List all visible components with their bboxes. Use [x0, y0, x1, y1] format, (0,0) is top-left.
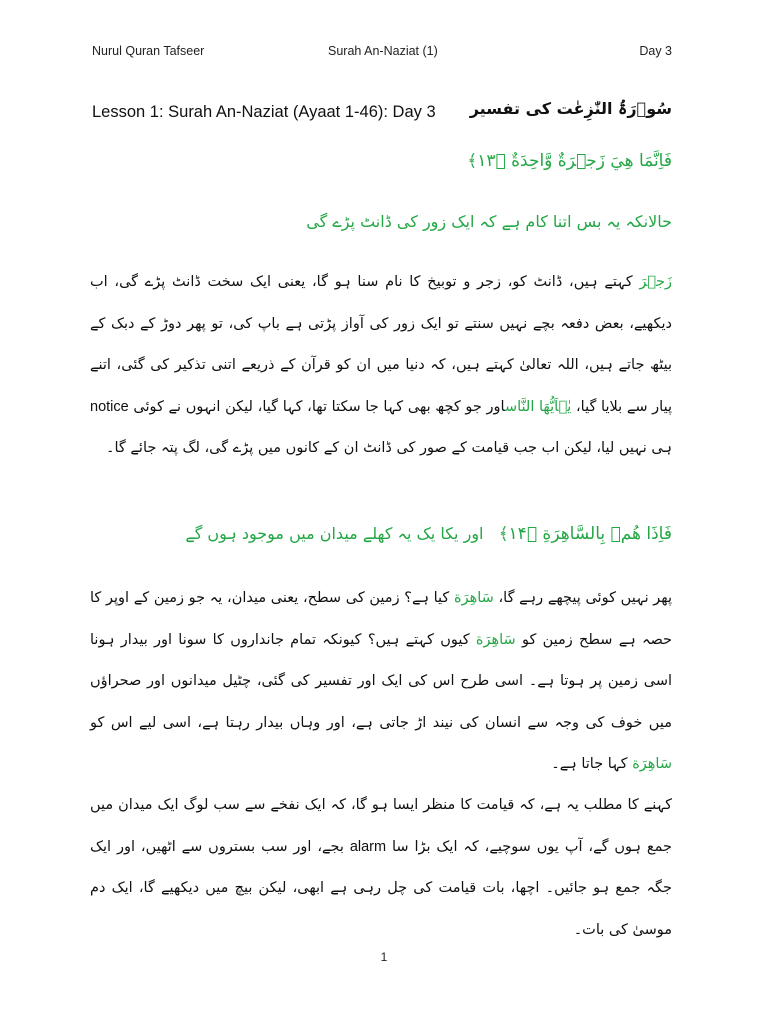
paragraph-2-text-b: کیا ہے؟ زمین کی سطح، یعنی میدان، یہ جو زمین کے اوپر کا حصہ ہے سطح زمین کو	[90, 590, 672, 648]
ayah-13-translation: حالانکہ یہ بس اتنا کام ہے کہ ایک زور کی ڈانٹ پڑے گی	[306, 212, 672, 231]
lesson-title: Lesson 1: Surah An-Naziat (Ayaat 1-46): Day 3	[92, 103, 436, 121]
urdu-title-suffix: کی تفسیر	[469, 99, 557, 118]
ayah-13-arabic: فَاِنَّمَا هِيَ زَجۡرَةٌ وَّاحِدَةٌ ﴿۱۳﴾	[467, 151, 672, 171]
term-zajr: زَجۡرَ	[639, 274, 672, 290]
term-sahira-3: سَاهِرَة	[632, 756, 672, 772]
term-ya-ayyuhan-nas: یٰۤاَیُّهَا النَّاس	[504, 398, 572, 415]
ayah-14-translation: اور یکا یک یہ کھلے میدان میں موجود ہوں گے	[185, 524, 484, 543]
header-left: Nurul Quran Tafseer	[92, 44, 205, 58]
english-word-notice: notice	[90, 398, 129, 415]
paragraph-2	[90, 578, 672, 786]
paragraph-1-text-b: اور جو کچھ بھی کہا جا سکتا تھا، کہا گیا، لیکن انہوں نے کوئی	[128, 398, 505, 415]
header-right: Day 3	[639, 44, 672, 58]
page-number: 1	[380, 950, 388, 964]
english-word-alarm: alarm	[349, 838, 387, 855]
paragraph-1-text-c: ہی نہیں لیا، لیکن اب جب قیامت کے صور کی ڈانٹ ان کے کانوں میں پڑے گی، لگ پتہ جائے گا۔	[106, 440, 672, 456]
paragraph-3-text-a: کہنے کا مطلب یہ ہے، کہ قیامت کا منظر ایسا ہو گا، کہ ایک نفخے سے سب لوگ ایک میدان میں جمع ہوں گے، آپ یوں سوچیے، کہ ایک بڑا سا	[90, 797, 672, 855]
term-sahira-2: سَاهِرَة	[475, 631, 516, 648]
paragraph-3	[90, 785, 672, 951]
paragraph-2-text-a: پھر نہیں کوئی پیچھے رہے گا،	[493, 590, 672, 606]
paragraph-2-text-c: کیوں کہتے ہیں؟ کیونکہ تمام جانداروں کا سونا اور بیدار ہونا اسی زمین پر ہوتا ہے۔ اسی طرح اس کی ایک اور تفسیر کی گئی، چٹیل میدانوں اور صحراؤں میں خوف کی وجہ سے انسان کی نیند اڑ جاتی ہے، اور وہاں بیدار رہتا ہے، اسی لیے اس کو	[90, 631, 672, 731]
header-center: Surah An-Naziat (1)	[328, 44, 438, 58]
surah-name: سُوۡرَۃُ النّٰزِعٰت	[556, 99, 672, 118]
term-sahira-1: سَاهِرَة	[454, 590, 494, 606]
urdu-title	[470, 99, 672, 118]
paragraph-2-text-d: کہا جاتا ہے۔	[551, 756, 633, 772]
paragraph-1	[90, 262, 672, 470]
ayah-14-arabic: فَاِذَا هُمۡ بِالسَّاهِرَةِ ﴿۱۴﴾	[498, 524, 672, 544]
paragraph-3-text-b: بجے، اور سب بستروں سے اٹھیں، اور ایک جگہ جمع ہو جائیں۔ اچھا، بات قیامت کی چل رہی ہے ابھی، لیکن بیچ میں دیکھیے گا، ایک دم موسیٰ کی بات۔	[90, 838, 672, 938]
ayah-14-line	[90, 523, 672, 544]
paragraph-1-text-a: کہتے ہیں، ڈانٹ کو، زجر و توبیخ کا نام سنا ہو گا، یعنی ایک سخت ڈانٹ پڑے گی، اب دیکھیے، بعض دفعہ بچے نہیں سنتے تو ایک زور کی آواز پڑتی ہے باپ کی، تو پھر دوڑ کے دبک کے بیٹھ جاتے ہیں، اللہ تعالیٰ کہتے ہیں، کہ دنیا میں ان کو قرآن کے ذریعے اتنی تذکیر کی گئی، اتنے پیار سے بلایا گیا،	[90, 274, 672, 415]
